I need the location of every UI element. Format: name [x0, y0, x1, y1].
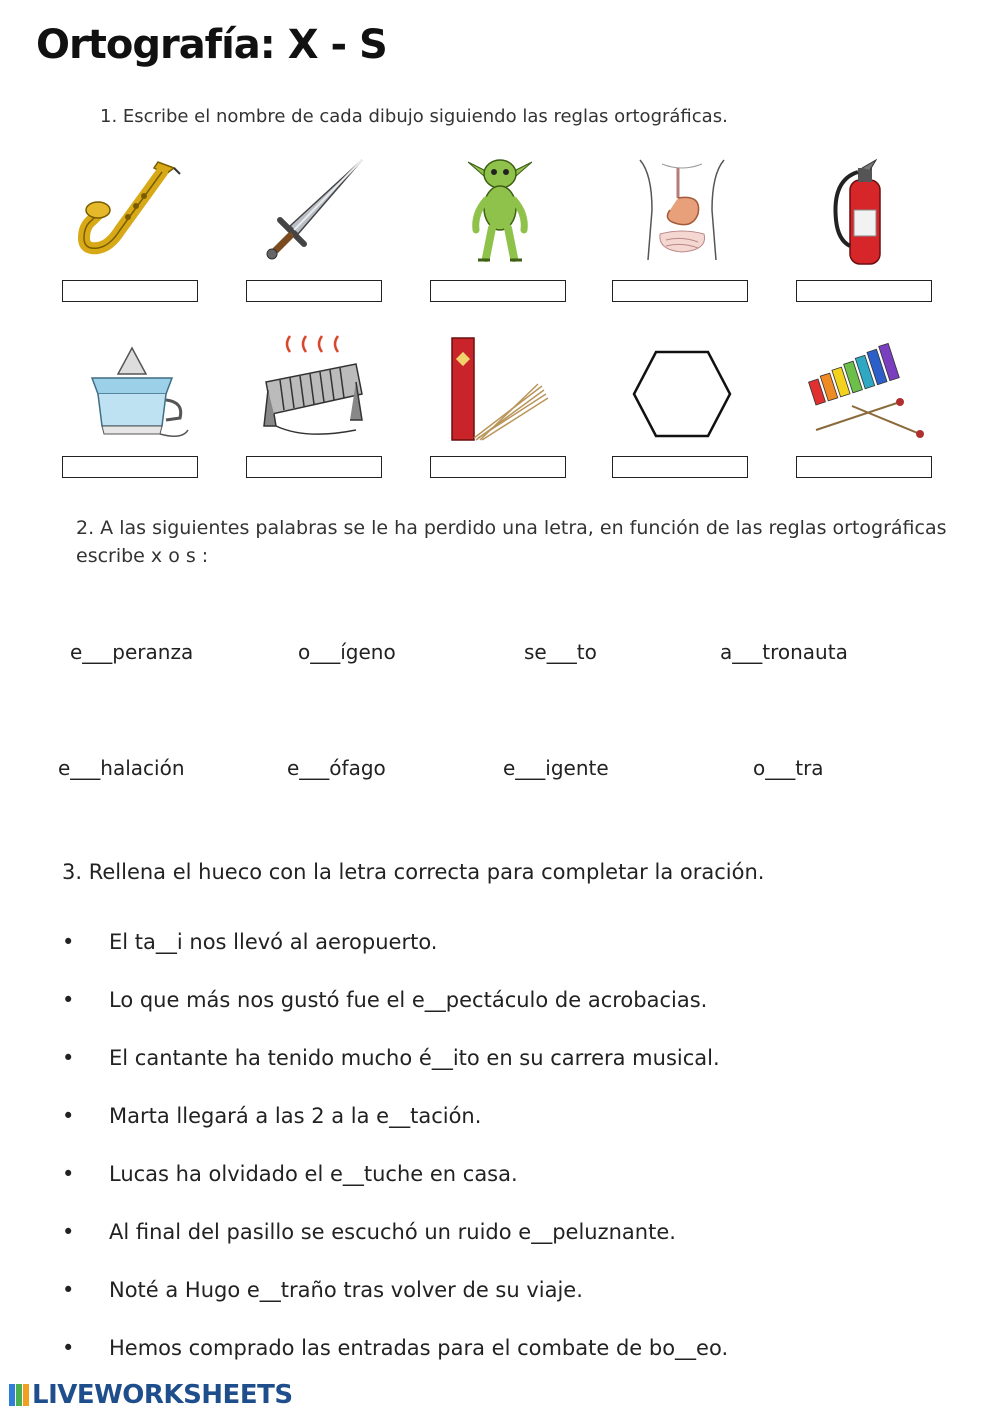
sentence-item[interactable]: [62, 988, 707, 1012]
heater-icon: [246, 330, 386, 450]
answer-box-4[interactable]: [612, 280, 748, 302]
section1-instruction: 1. Escribe el nombre de cada dibujo siguiendo las reglas ortográficas.: [100, 106, 728, 127]
sentence-text: El ta__i nos llevó al aeropuerto.: [109, 930, 438, 954]
answer-box-7[interactable]: [246, 456, 382, 478]
answer-box-6[interactable]: [62, 456, 198, 478]
sentence-item[interactable]: [62, 1104, 481, 1128]
liveworksheets-logo-icon: [8, 1382, 30, 1408]
sentence-item[interactable]: [62, 1162, 518, 1186]
alien-icon: [430, 150, 570, 270]
section2-instruction: 2. A las siguientes palabras se le ha perdido una letra, en función de las reglas ortográficas escribe x o s :: [76, 517, 947, 567]
sword-icon: [246, 150, 386, 270]
sentence-item[interactable]: [62, 1220, 676, 1244]
juicer-icon: [62, 330, 202, 450]
liveworksheets-logo[interactable]: [8, 1380, 293, 1410]
section3-instruction: 3. Rellena el hueco con la letra correcta para completar la oración.: [62, 860, 765, 884]
extinguisher-icon: [796, 150, 936, 270]
sentence-text: Al final del pasillo se escuchó un ruido e__peluznante.: [109, 1220, 676, 1244]
word-item[interactable]: e___ófago: [287, 756, 386, 780]
sentence-text: Hemos comprado las entradas para el combate de bo__eo.: [109, 1336, 729, 1360]
answer-box-10[interactable]: [796, 456, 932, 478]
bullet: •: [62, 1278, 75, 1302]
sentence-text: Lucas ha olvidado el e__tuche en casa.: [109, 1162, 518, 1186]
bullet: •: [62, 1046, 75, 1070]
stomach-icon: [612, 150, 752, 270]
word-item[interactable]: o___ígeno: [298, 640, 396, 664]
sentence-item[interactable]: [62, 1046, 720, 1070]
answer-box-2[interactable]: [246, 280, 382, 302]
spaghetti-icon: [430, 330, 570, 450]
sentence-text: Marta llegará a las 2 a la e__tación.: [109, 1104, 482, 1128]
bullet: •: [62, 988, 75, 1012]
word-item[interactable]: se___to: [524, 640, 597, 664]
word-item[interactable]: e___halación: [58, 756, 185, 780]
answer-box-8[interactable]: [430, 456, 566, 478]
bullet: •: [62, 930, 75, 954]
word-item[interactable]: e___igente: [503, 756, 609, 780]
answer-box-1[interactable]: [62, 280, 198, 302]
bullet: •: [62, 1220, 75, 1244]
xylophone-icon: [796, 330, 936, 450]
answer-box-3[interactable]: [430, 280, 566, 302]
sentence-item[interactable]: [62, 1278, 583, 1302]
answer-box-5[interactable]: [796, 280, 932, 302]
bullet: •: [62, 1162, 75, 1186]
sentence-item[interactable]: [62, 930, 437, 954]
sentence-text: El cantante ha tenido mucho é__ito en su carrera musical.: [109, 1046, 720, 1070]
liveworksheets-logo-text: LIVEWORKSHEETS: [32, 1380, 293, 1410]
word-item[interactable]: a___tronauta: [720, 640, 848, 664]
bullet: •: [62, 1104, 75, 1128]
sentence-text: Noté a Hugo e__traño tras volver de su viaje.: [109, 1278, 583, 1302]
word-item[interactable]: o___tra: [753, 756, 824, 780]
bullet: •: [62, 1336, 75, 1360]
page-title: Ortografía: X - S: [36, 22, 387, 68]
answer-box-9[interactable]: [612, 456, 748, 478]
word-item[interactable]: e___peranza: [70, 640, 194, 664]
sentence-item[interactable]: [62, 1336, 728, 1360]
sentence-text: Lo que más nos gustó fue el e__pectáculo de acrobacias.: [109, 988, 708, 1012]
hexagon-icon: [612, 330, 752, 450]
saxophone-icon: [62, 150, 202, 270]
